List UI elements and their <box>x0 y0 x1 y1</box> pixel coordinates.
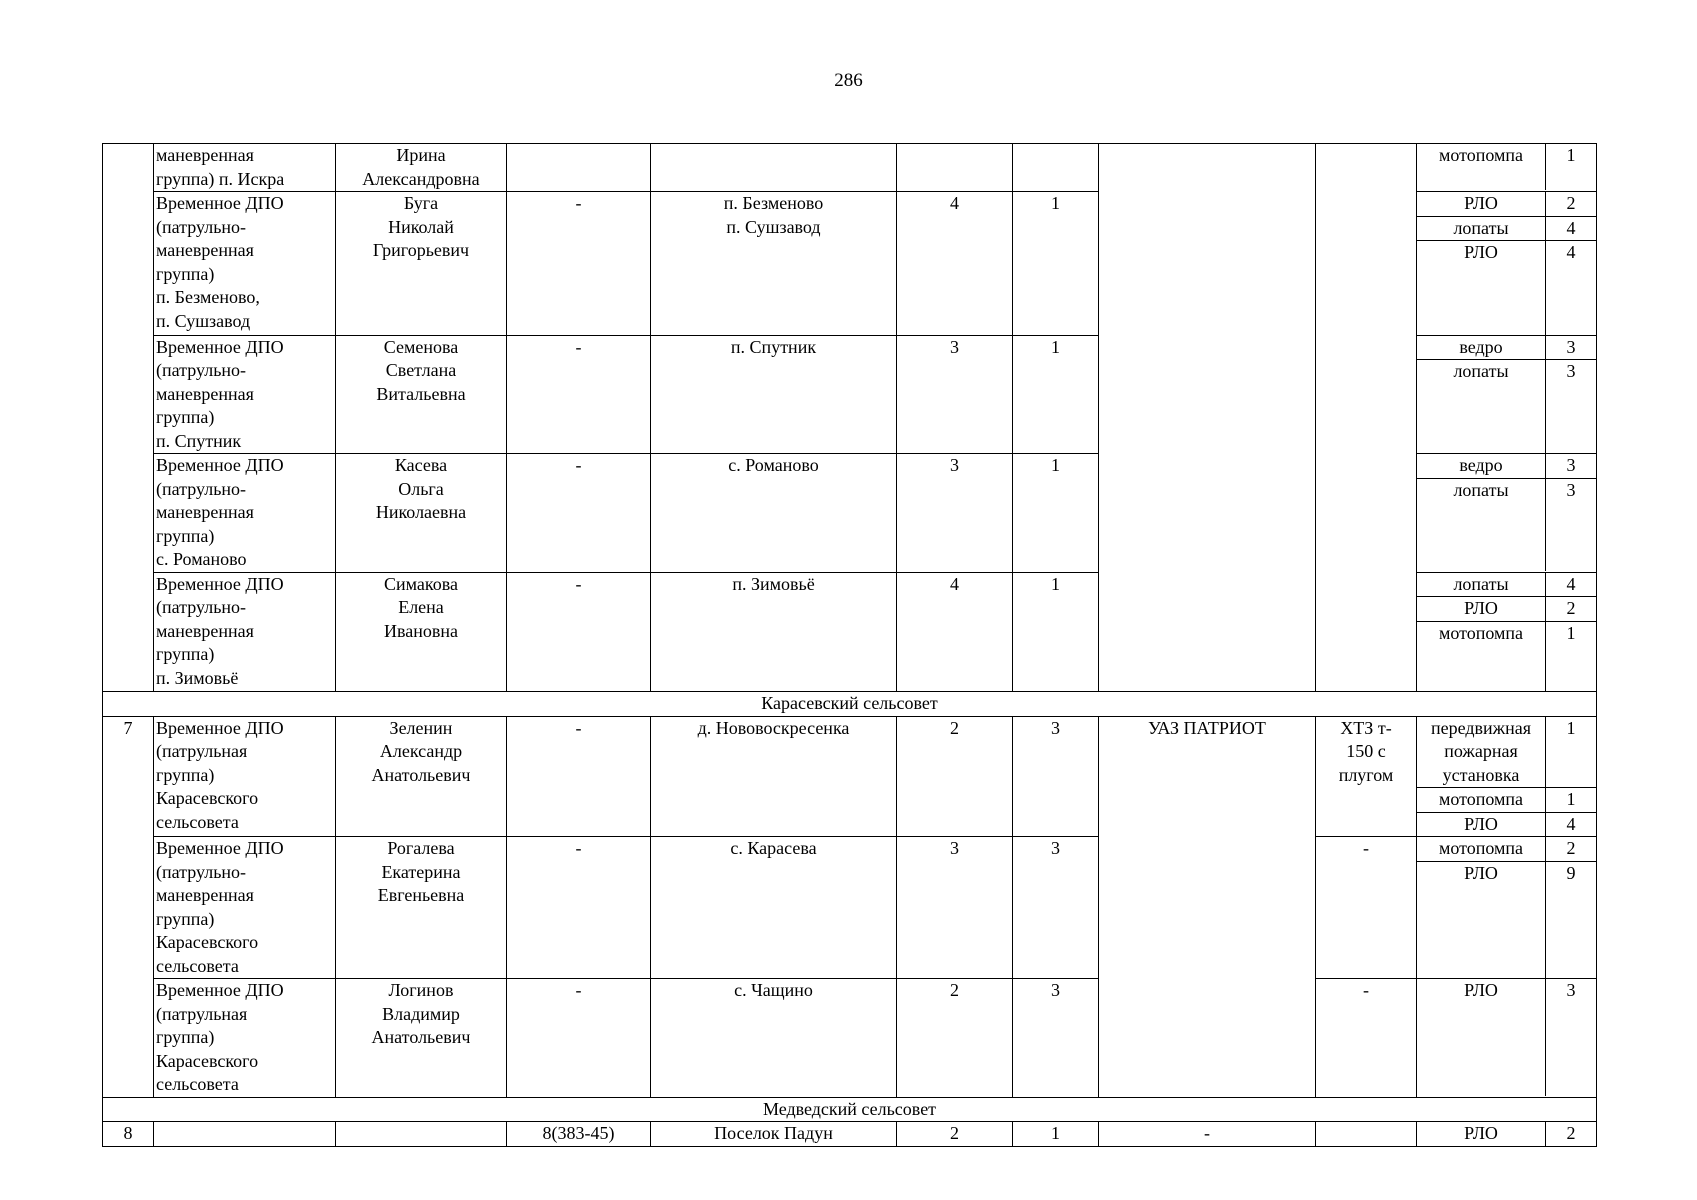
table-row <box>103 1122 1597 1147</box>
places-cell: п. Спутник <box>651 335 897 454</box>
equipment-item: мотопомпа <box>1438 622 1524 643</box>
people-count-cell: 3 <box>897 837 1013 979</box>
head-name-cell: Логинов Владимир Анатольевич <box>336 979 507 1098</box>
row-number-cell: 7 <box>103 716 154 1097</box>
equipment-qty: 2 <box>1546 597 1597 622</box>
equipment-qty: 4 <box>1546 573 1597 597</box>
phone-cell: - <box>507 979 651 1098</box>
equipment-item: РЛО <box>1417 192 1546 216</box>
vehicle-count-cell: 1 <box>1013 335 1099 454</box>
phone-cell: - <box>507 572 651 692</box>
equipment-cell <box>1417 979 1597 1098</box>
phone-cell: - <box>507 454 651 573</box>
head-name-cell: Касева Ольга Николаевна <box>336 454 507 573</box>
equipment-item: мотопомпа <box>1417 837 1546 861</box>
equipment-item: РЛО <box>1464 862 1498 883</box>
equipment-cell <box>1417 716 1597 837</box>
tractor-cell: - <box>1316 837 1417 979</box>
section-header-row <box>103 692 1597 717</box>
phone-cell: - <box>507 192 651 336</box>
unit-name-cell: маневренная группа) п. Искра <box>154 144 336 192</box>
unit-name-cell <box>154 1122 336 1147</box>
equipment-qty: 4 <box>1546 812 1597 836</box>
vehicle-count-cell: 1 <box>1013 572 1099 692</box>
people-count-cell: 2 <box>897 716 1013 837</box>
people-count-cell: 4 <box>897 192 1013 336</box>
equipment-item: РЛО <box>1464 980 1498 1000</box>
equipment-qty: 3 <box>1546 360 1597 453</box>
head-name-cell: Буга Николай Григорьевич <box>336 192 507 336</box>
equipment-qty: 3 <box>1546 454 1597 478</box>
equipment-qty: 2 <box>1546 1122 1597 1146</box>
unit-name-cell: Временное ДПО (патрульно- маневренная группа) п. Спутник <box>154 335 336 454</box>
tractor-cell: ХТЗ т- 150 с плугом <box>1316 716 1417 837</box>
equipment-qty: 3 <box>1546 478 1597 571</box>
tractor-cell <box>1316 144 1417 692</box>
equipment-qty: 1 <box>1546 717 1597 788</box>
people-count-cell: 4 <box>897 572 1013 692</box>
equipment-qty: 2 <box>1546 837 1597 861</box>
equipment-qty: 1 <box>1546 144 1597 190</box>
places-cell: д. Нововоскресенка <box>651 716 897 837</box>
head-name-cell: Симакова Елена Ивановна <box>336 572 507 692</box>
auto-cell <box>1099 144 1316 692</box>
equipment-item: мотопомпа <box>1417 788 1546 813</box>
vehicle-count-cell: 3 <box>1013 979 1099 1098</box>
head-name-cell: Зеленин Александр Анатольевич <box>336 716 507 837</box>
equipment-item: передвижная пожарная установка <box>1417 717 1546 788</box>
vehicle-count-cell: 3 <box>1013 716 1099 837</box>
vehicle-count-cell: 1 <box>1013 192 1099 336</box>
people-count-cell: 3 <box>897 454 1013 573</box>
auto-cell: УАЗ ПАТРИОТ <box>1099 716 1316 1097</box>
equipment-cell <box>1417 144 1597 192</box>
equipment-cell <box>1417 192 1597 336</box>
places-cell: с. Романово <box>651 454 897 573</box>
people-count-cell: 3 <box>897 335 1013 454</box>
phone-cell: - <box>507 335 651 454</box>
phone-cell: - <box>507 837 651 979</box>
vehicle-count-cell <box>1013 144 1099 192</box>
people-count-cell: 2 <box>897 1122 1013 1147</box>
unit-name-cell: Временное ДПО (патрульно- маневренная группа) с. Романово <box>154 454 336 573</box>
equipment-qty: 2 <box>1546 192 1597 216</box>
unit-name-cell: Временное ДПО (патрульно- маневренная группа) Карасевского сельсовета <box>154 837 336 979</box>
equipment-item: лопаты <box>1453 479 1509 500</box>
places-cell: п. Безменово п. Сушзавод <box>651 192 897 336</box>
equipment-qty: 3 <box>1546 979 1597 1096</box>
phone-cell: - <box>507 716 651 837</box>
equipment-item: мотопомпа <box>1438 145 1524 165</box>
head-name-cell: Рогалева Екатерина Евгеньевна <box>336 837 507 979</box>
equipment-item: РЛО <box>1464 242 1498 262</box>
equipment-cell <box>1417 335 1597 454</box>
equipment-qty: 9 <box>1546 861 1597 978</box>
people-count-cell: 2 <box>897 979 1013 1098</box>
places-cell <box>651 144 897 192</box>
auto-cell: - <box>1099 1122 1316 1147</box>
equipment-qty: 1 <box>1546 788 1597 813</box>
equipment-cell <box>1417 1122 1597 1147</box>
equipment-qty: 3 <box>1546 336 1597 360</box>
table-row <box>103 716 1597 837</box>
fire-units-table <box>102 143 1597 1147</box>
equipment-item: РЛО <box>1417 597 1546 622</box>
people-count-cell <box>897 144 1013 192</box>
row-number-cell <box>103 144 154 692</box>
vehicle-count-cell: 3 <box>1013 837 1099 979</box>
phone-cell: 8(383-45) <box>507 1122 651 1147</box>
table-row <box>103 837 1597 979</box>
head-name-cell <box>336 1122 507 1147</box>
places-cell: с. Чащино <box>651 979 897 1098</box>
equipment-item: РЛО <box>1464 813 1498 834</box>
equipment-cell <box>1417 837 1597 979</box>
equipment-qty: 4 <box>1546 241 1597 335</box>
unit-name-cell: Временное ДПО (патрульно- маневренная группа) п. Безменово, п. Сушзавод <box>154 192 336 336</box>
equipment-item: лопаты <box>1417 573 1546 597</box>
equipment-item: ведро <box>1417 454 1546 478</box>
section-title: Карасевский сельсовет <box>103 692 1597 717</box>
equipment-item: лопаты <box>1417 216 1546 241</box>
tractor-cell <box>1316 1122 1417 1147</box>
unit-name-cell: Временное ДПО (патрульная группа) Карасевского сельсовета <box>154 979 336 1098</box>
vehicle-count-cell: 1 <box>1013 1122 1099 1147</box>
equipment-item: РЛО <box>1464 1123 1498 1143</box>
tractor-cell: - <box>1316 979 1417 1098</box>
page-number: 286 <box>834 70 863 91</box>
places-cell: Поселок Падун <box>651 1122 897 1147</box>
phone-cell <box>507 144 651 192</box>
places-cell: п. Зимовьё <box>651 572 897 692</box>
unit-name-cell: Временное ДПО (патрульная группа) Карасевского сельсовета <box>154 716 336 837</box>
unit-name-cell: Временное ДПО (патрульно- маневренная группа) п. Зимовьё <box>154 572 336 692</box>
head-name-cell: Ирина Александровна <box>336 144 507 192</box>
head-name-cell: Семенова Светлана Витальевна <box>336 335 507 454</box>
table-row <box>103 144 1597 192</box>
vehicle-count-cell: 1 <box>1013 454 1099 573</box>
equipment-cell <box>1417 572 1597 692</box>
table-row <box>103 979 1597 1098</box>
equipment-item: ведро <box>1417 336 1546 360</box>
row-number-cell: 8 <box>103 1122 154 1147</box>
section-title: Медведский сельсовет <box>103 1097 1597 1122</box>
equipment-qty: 1 <box>1546 621 1597 691</box>
equipment-cell <box>1417 454 1597 573</box>
places-cell: с. Карасева <box>651 837 897 979</box>
equipment-item: лопаты <box>1453 361 1509 381</box>
section-header-row <box>103 1097 1597 1122</box>
equipment-qty: 4 <box>1546 216 1597 241</box>
